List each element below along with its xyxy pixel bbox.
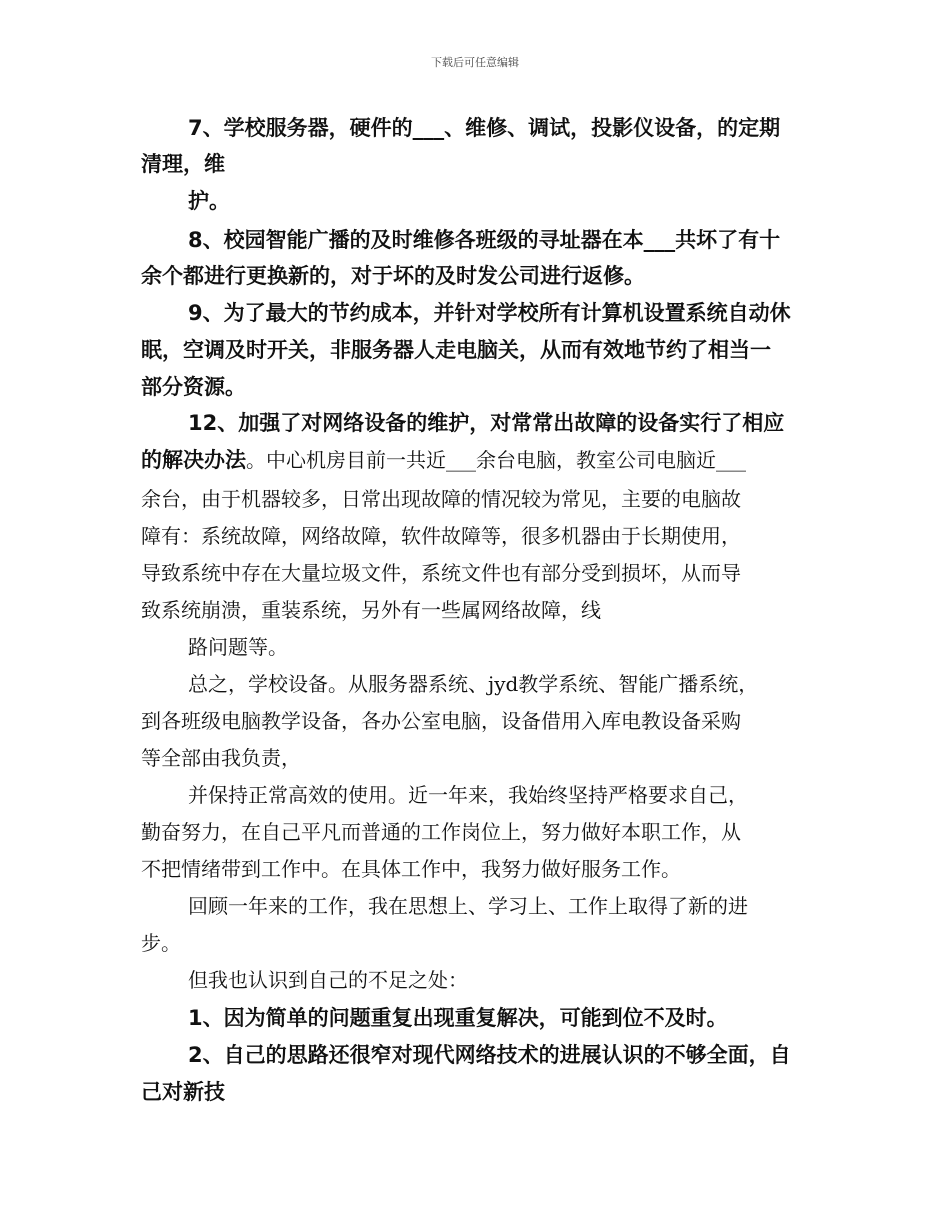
paragraph-line: 7、学校服务器，硬件的___、维修、调试，投影仪设备，的定期 [188, 116, 781, 140]
normal-run: 。中心机房目前一共近___余台电脑，教室公司电脑近___ [246, 448, 746, 472]
paragraph-line: 不把情绪带到工作中。在具体工作中，我努力做好服务工作。 [141, 857, 681, 881]
paragraph-line: 导致系统中存在大量垃圾文件，系统文件也有部分受到损坏，从而导 [141, 561, 741, 585]
paragraph-line: 到各班级电脑教学设备，各办公室电脑，设备借用入库电教设备采购 [141, 709, 741, 733]
paragraph-line: 1、因为简单的问题重复出现重复解决，可能到位不及时。 [188, 1006, 728, 1030]
paragraph-line: 步。 [141, 931, 181, 955]
paragraph-line: 回顾一年来的工作，我在思想上、学习上、工作上取得了新的进 [188, 894, 748, 918]
page-header: 下载后可任意编辑 [431, 56, 519, 69]
paragraph-line: 清理，维 [141, 152, 225, 176]
paragraph-line: 己对新技 [141, 1080, 225, 1104]
paragraph-line: 2、自己的思路还很窄对现代网络技术的进展认识的不够全面，自 [188, 1043, 791, 1067]
paragraph-line: 眠，空调及时开关，非服务器人走电脑关，从而有效地节约了相当一 [141, 338, 771, 362]
paragraph-line: 余个都进行更换新的，对于坏的及时发公司进行返修。 [141, 264, 645, 288]
paragraph-line: 9、为了最大的节约成本，并针对学校所有计算机设置系统自动休 [188, 301, 791, 325]
paragraph-line: 部分资源。 [141, 375, 246, 399]
paragraph-line-mixed [141, 445, 746, 475]
paragraph-line: 8、校园智能广播的及时维修各班级的寻址器在本___共坏了有十 [188, 228, 781, 252]
paragraph-line: 总之，学校设备。从服务器系统、jyd教学系统、智能广播系统， [188, 672, 759, 696]
paragraph-line: 勤奋努力，在自己平凡而普通的工作岗位上，努力做好本职工作，从 [141, 820, 741, 844]
paragraph-line: 余台，由于机器较多，日常出现故障的情况较为常见，主要的电脑故 [141, 487, 741, 511]
paragraph-line: 并保持正常高效的使用。近一年来，我始终坚持严格要求自己， [188, 783, 748, 807]
bold-run: 的解决办法 [141, 448, 246, 472]
paragraph-line: 12、加强了对网络设备的维护，对常常出故障的设备实行了相应 [188, 411, 785, 435]
paragraph-line: 护。 [188, 189, 230, 213]
paragraph-line: 致系统崩溃，重装系统，另外有一些属网络故障，线 [141, 598, 601, 622]
paragraph-line: 障有：系统故障，网络故障，软件故障等，很多机器由于长期使用， [141, 524, 741, 548]
paragraph-line: 但我也认识到自己的不足之处： [188, 968, 468, 992]
paragraph-line: 路问题等。 [188, 635, 288, 659]
paragraph-line: 等全部由我负责， [141, 746, 301, 770]
